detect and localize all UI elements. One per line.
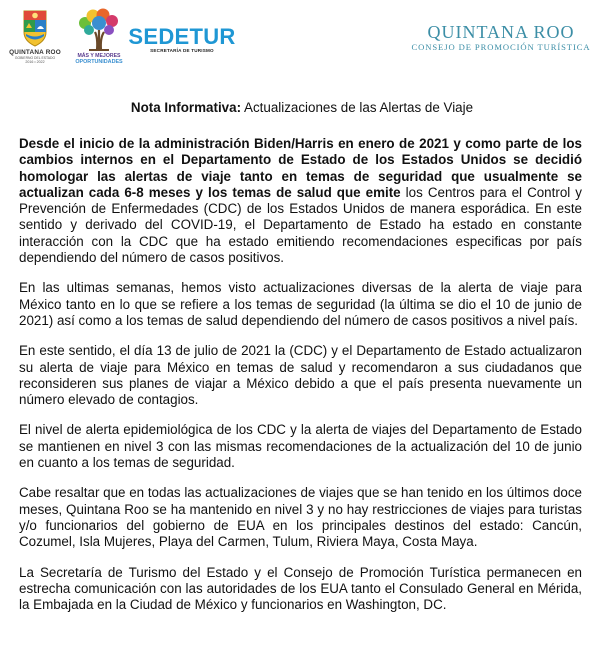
sedetur-logo <box>127 26 237 54</box>
tree-icon <box>75 8 123 52</box>
mas-y-mejores-oportunidades-logo <box>72 8 126 70</box>
cpt-logo-name: QUINTANA ROO <box>427 22 575 42</box>
paragraph-4: El nivel de alerta epidemiológica de los CDC y la alerta de viajes del Departamento de Estado se mantienen en nivel 3 con las mismas recomendaciones de la actualización del 10 de junio en cuanto a los temas de seguridad. <box>19 422 582 471</box>
consejo-promocion-turistica-logo <box>406 22 596 53</box>
paragraph-2: En las ultimas semanas, hemos visto actualizaciones diversas de la alerta de viaje para México tanto en lo que se refiere a los temas de seguridad (la última se dio el 10 de junio de 2021) así como a los temas de salud dependiendo del número de casos positivos a nivel país. <box>19 280 582 328</box>
paragraph-1 <box>19 136 582 266</box>
cpt-logo-subtitle: CONSEJO DE PROMOCIÓN TURÍSTICA <box>411 42 591 52</box>
sedetur-logo-subtitle: SECRETARÍA DE TURISMO <box>150 48 214 53</box>
page-title <box>0 100 604 116</box>
qroo-logo-years: 2016 • 2022 <box>25 60 45 64</box>
letterhead <box>0 0 604 80</box>
paragraph-1-strong: Desde el inicio de la administración Biden/Harris en enero de 2021 y como parte de los cambios internos en el Departamento de Estado de los Estados Unidos se decidió homologar las alertas de viaje tanto en temas de seguridad que usualmente se actualizan cada 6-8 meses y los temas de salud que emite <box>19 136 582 200</box>
title-text: Actualizaciones de las Alertas de Viaje <box>241 100 474 115</box>
sedetur-logo-name: SEDETUR <box>128 24 236 49</box>
coat-of-arms-icon <box>20 8 50 48</box>
title-label: Nota Informativa: <box>130 100 242 115</box>
qroo-logo-name: QUINTANA ROO <box>9 49 61 56</box>
document-body <box>19 136 582 627</box>
quintana-roo-government-logo <box>6 8 64 70</box>
paragraph-5: Cabe resaltar que en todas las actualizaciones de viajes que se han tenido en los últimos doce meses, Quintana Roo se ha mantenido en nivel 3 y no hay restricciones de viajes para turistas y/o funcionarios del gobierno de EUA en los principales destinos del estado: Cancún, Cozumel, Isla Mujeres, Playa del Carmen, Tulum, Riviera Maya, Costa Maya. <box>19 485 582 550</box>
qroo-logo-subtitle: GOBIERNO DEL ESTADO <box>14 56 56 60</box>
mas-logo-line1: MÁS Y MEJORES <box>77 53 121 59</box>
paragraph-3: En este sentido, el día 13 de julio de 2021 la (CDC) y el Departamento de Estado actualizaron su alerta de viaje para México en temas de salud y recomendaron a sus ciudadanos que reconsideren sus planes de viajar a México debido a que el país presenta nuevamente un número elevado de contagios. <box>19 343 582 408</box>
paragraph-6: La Secretaría de Turismo del Estado y el Consejo de Promoción Turística permanecen en estrecha comunicación con las autoridades de los EUA tanto el Consulado General en Mérida, la Embajada en la Ciudad de México y funcionarios en Washington, DC. <box>19 564 582 613</box>
paragraph-1-rest: los Centros para el Control y Prevención de Enfermedades (CDC) de los Estados Unidos de manera esporádica. En este sentido y derivado del COVID-19, el Departamento de Estado ha estado en constante interacción con la CDC que ha estado emitiendo recomendaciones especificas por país dependiendo del número de casos positivos. <box>19 184 582 266</box>
mas-logo-line2: OPORTUNIDADES <box>75 59 123 65</box>
